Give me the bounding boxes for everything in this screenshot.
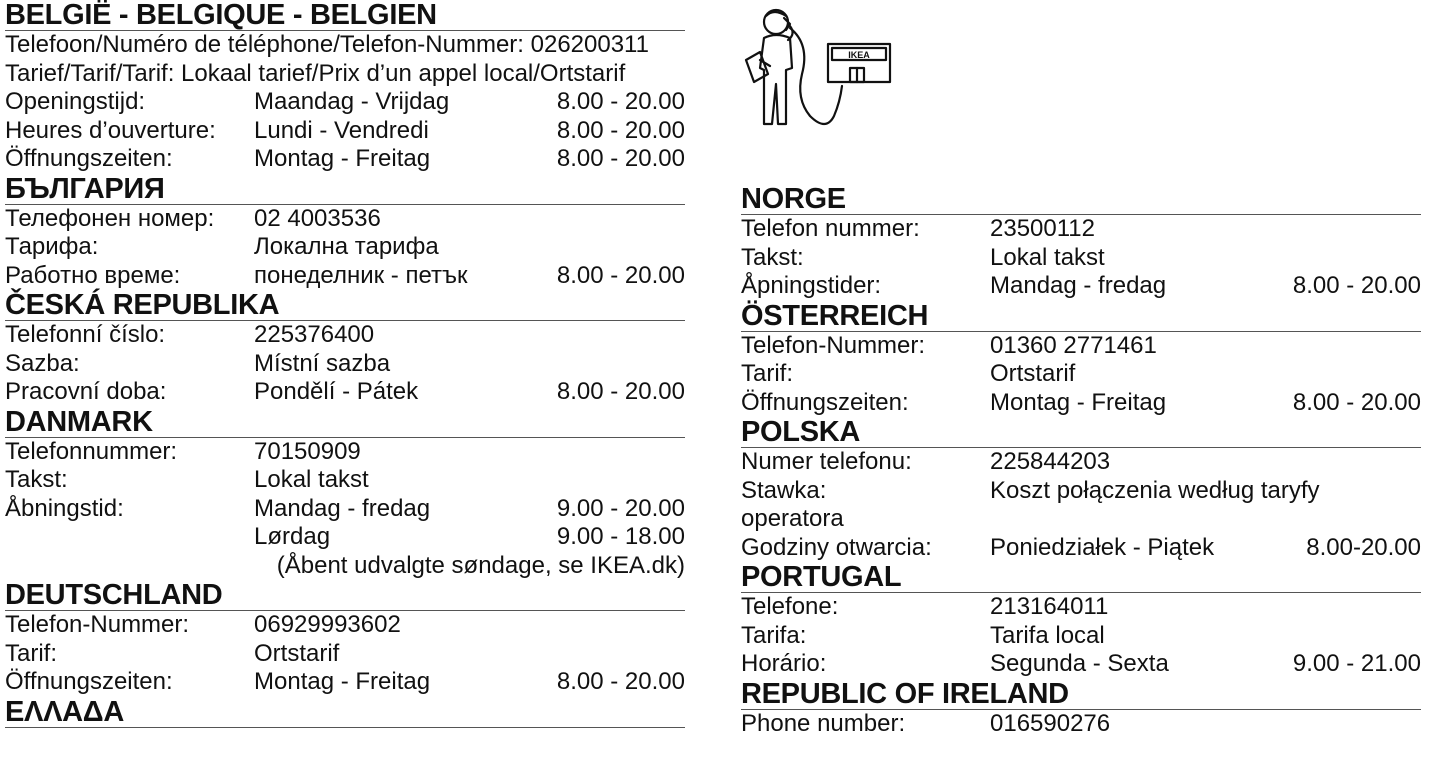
country-denmark [5,407,685,581]
sunday-note: (Åbent udvalgte søndage, se IKEA.dk) [276,551,685,579]
info-value: Ortstarif [990,360,1076,387]
info-row [5,495,685,524]
info-row [741,360,1421,389]
info-label: Tarifa: [741,621,807,649]
hours-row [5,88,685,117]
info-value: Ortstarif [254,639,340,667]
info-row [741,389,1421,418]
info-value: 225376400 [254,321,375,348]
country-norway [741,184,1421,301]
info-value: Poniedziałek - Piątek [990,533,1215,561]
country-ireland [741,679,1421,739]
country-heading: ČESKÁ REPUBLIKA [5,290,685,321]
country-austria [741,301,1421,418]
phone-line: Telefoon/Numéro de téléphone/Telefon-Nummer: 026200311 [5,31,649,58]
info-label: Åpningstider: [741,272,882,299]
phone-support-person-icon [730,4,896,134]
info-wrap-line: operatora [741,505,844,532]
info-value: 70150909 [254,437,361,465]
info-value: Lokal takst [254,466,369,493]
info-value: Mandag - fredag [990,272,1167,299]
info-row [741,477,1421,506]
country-heading: ÖSTERREICH [741,301,1421,332]
hours-time: 8.00 - 20.00 [1292,272,1421,299]
info-row [741,650,1421,679]
info-row [741,505,1421,534]
info-label: Работно време: [5,261,181,289]
info-label: Takst: [5,466,68,493]
info-value: Místní sazba [254,349,391,377]
hours-label: Öffnungszeiten: [5,145,173,172]
info-row [5,233,685,262]
country-poland [741,417,1421,562]
country-belgium [5,0,685,174]
hours-label: Openingstijd: [5,88,146,115]
hours-time: 8.00 - 20.00 [556,145,685,172]
hours-time: 8.00 - 20.00 [556,88,685,115]
left-column [5,0,685,728]
hours-days: Lundi - Vendredi [254,116,429,144]
info-row [5,523,685,552]
info-label: Horário: [741,650,827,677]
hours-label: Heures d’ouverture: [5,116,216,144]
hours-time: 8.00 - 20.00 [556,116,685,144]
country-greece [5,697,685,728]
info-value: Koszt połączenia według taryfy [990,476,1320,504]
info-value: Lokal takst [990,243,1105,271]
info-label: Takst: [741,243,804,271]
info-row [741,215,1421,244]
info-value: 23500112 [990,215,1095,242]
country-heading: DEUTSCHLAND [5,580,685,611]
info-row [741,622,1421,651]
info-value: 02 4003536 [254,204,381,232]
info-value: 225844203 [990,448,1111,475]
info-value: 06929993602 [254,611,401,638]
info-row [5,611,685,640]
country-heading: PORTUGAL [741,562,1421,593]
info-label: Telefonnummer: [5,437,178,465]
right-column [741,184,1421,738]
hours-time: 9.00 - 18.00 [556,523,685,550]
info-value: Lørdag [254,523,331,550]
info-label: Tarif: [741,360,794,387]
info-row [741,534,1421,563]
info-row [5,640,685,669]
info-value: 016590276 [990,709,1111,737]
hours-days: Montag - Freitag [254,145,431,172]
info-row [741,332,1421,361]
info-label: Åbningstid: [5,494,124,522]
info-row [5,552,685,581]
info-row [5,668,685,697]
country-heading: POLSKA [741,417,1421,448]
info-label: Pracovní doba: [5,378,167,405]
hours-time: 8.00 - 20.00 [556,378,685,405]
info-label: Telefone: [741,593,839,620]
country-czech [5,290,685,407]
info-value: Mandag - fredag [254,494,431,522]
info-row [5,350,685,379]
country-heading: BELGIË - BELGIQUE - BELGIEN [5,0,685,31]
country-heading: NORGE [741,184,1421,215]
rate-line: Tarief/Tarif/Tarif: Lokaal tarief/Prix d’un appel local/Ortstarif [5,59,626,87]
ikea-store-sign: IKEA [848,50,870,60]
info-value: Montag - Freitag [990,388,1167,416]
info-row [5,378,685,407]
info-label: Godziny otwarcia: [741,533,932,561]
info-row [5,321,685,350]
info-label: Numer telefonu: [741,448,912,475]
info-label: Телефонен номер: [5,204,215,232]
info-row [741,272,1421,301]
country-heading: ΕΛΛΑΔΑ [5,697,685,728]
info-label: Sazba: [5,349,80,377]
info-row [5,466,685,495]
hours-row [5,145,685,174]
hours-time: 9.00 - 20.00 [556,494,685,522]
info-label: Öffnungszeiten: [5,668,173,695]
country-heading: БЪЛГАРИЯ [5,174,685,205]
info-value: Tarifa local [990,621,1105,649]
info-label: Тарифа: [5,233,99,260]
info-value: 213164011 [990,593,1109,620]
hours-time: 8.00 - 20.00 [1292,388,1421,416]
info-value: понеделник - петък [254,261,468,289]
info-row [741,710,1421,739]
hours-time: 9.00 - 21.00 [1292,650,1421,677]
info-value: Локална тарифа [254,233,439,260]
info-label: Phone number: [741,709,906,737]
country-heading: DANMARK [5,407,685,438]
info-row [5,262,685,291]
info-label: Telefon nummer: [741,215,920,242]
info-row [5,205,685,234]
info-value: 01360 2771461 [990,331,1157,359]
info-value: Montag - Freitag [254,668,431,695]
info-label: Stawka: [741,476,827,504]
info-row [5,438,685,467]
hours-time: 8.00-20.00 [1306,533,1421,561]
hours-time: 8.00 - 20.00 [556,668,685,695]
info-label: Öffnungszeiten: [741,388,909,416]
info-value: Segunda - Sexta [990,650,1169,677]
hours-row [5,117,685,146]
country-portugal [741,562,1421,679]
info-row [741,244,1421,273]
hours-time: 8.00 - 20.00 [556,261,685,289]
country-bulgaria [5,174,685,291]
info-label: Telefonní číslo: [5,321,166,348]
info-row [741,593,1421,622]
info-label: Tarif: [5,639,58,667]
info-label: Telefon-Nummer: [5,611,190,638]
hours-days: Maandag - Vrijdag [254,88,450,115]
info-value: Pondělí - Pátek [254,378,419,405]
info-label: Telefon-Nummer: [741,331,926,359]
country-heading: REPUBLIC OF IRELAND [741,679,1421,710]
info-row [741,448,1421,477]
country-germany [5,580,685,697]
